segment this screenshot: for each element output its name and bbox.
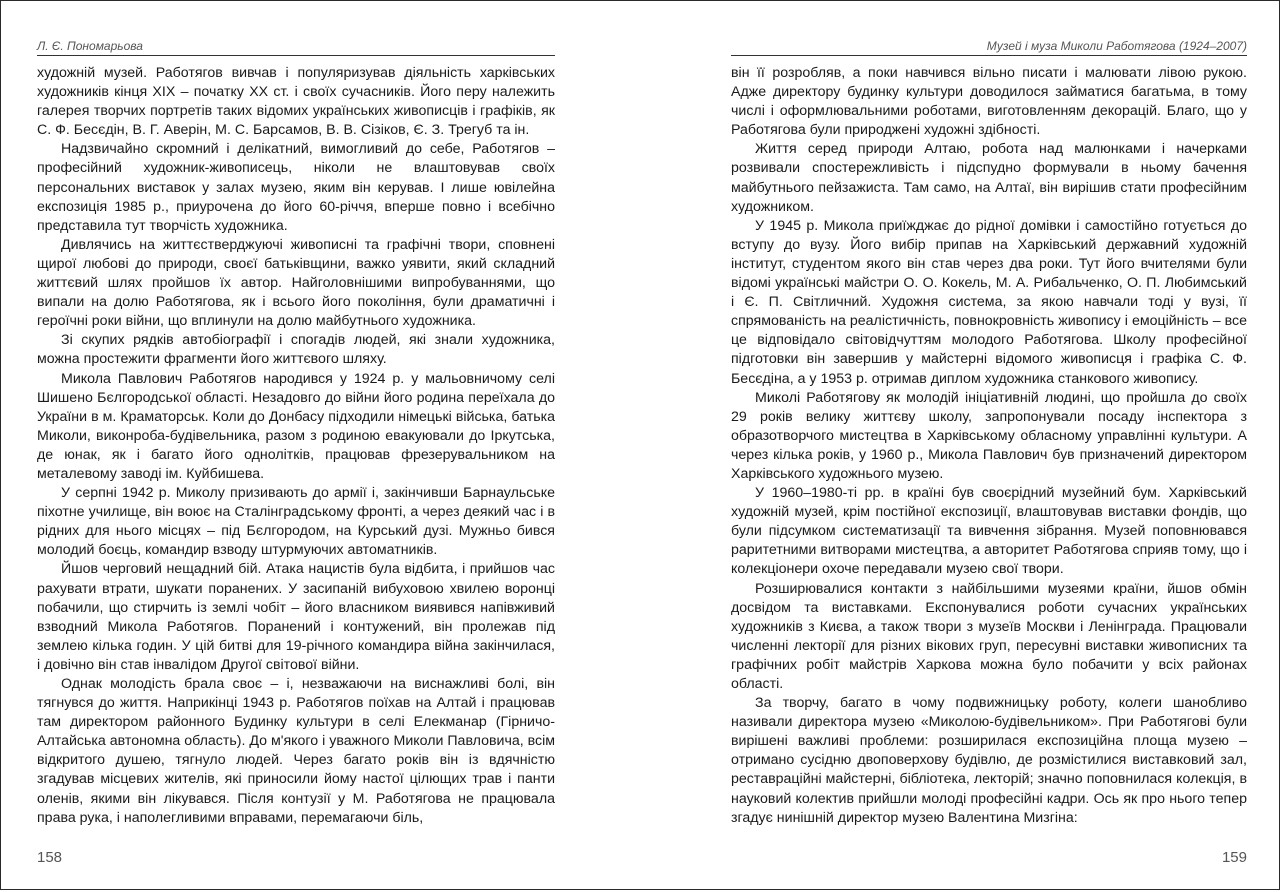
paragraph: Однак молодість брала своє – і, незважаючи на виснажливі болі, він тягнувся до життя. Наприкінці 1943 р. Работягов поїхав на Алтай і працював там директором районного Будинку культури в селі Елекманар (Гірничо-Алтайська автономна область). До м'якого і уважного Миколи Павловича, всім відкритого душею, тягнуло людей. Через багато років він із вдячністю згадував місцевих жителів, які приносили йому настої цілющих трав і панти оленів, якими він лікувався. Після контузії у М. Работягова не працювала права рука, і наполегливими вправами, перемагаючи біль, — [37, 676, 555, 826]
paragraph: За творчу, багато в чому подвижницьку роботу, колеги шанобливо називали директора музею «Миколою-будівельником». При Работягові були вирішені важливі проблеми: розширилася експозиційна площа музею – отримано сусідню двоповерхову будівлю, де розмістилися виставковий зал, реставраційні майстерні, бібліотека, лекторій; значно поповнилася колекція, в науковий колектив прийшли молоді професійні кадри. Ось як про нього тепер згадує нинішній директор музею Валентина Мизгіна: — [731, 695, 1247, 826]
paragraph: У серпні 1942 р. Миколу призивають до армії і, закінчивши Барнаульське піхотне училище, він воює на Сталінградському фронті, а через деякий час і в рідних для нього місцях – під Бєлгородом, на Курський дузі. Мужньо бився молодий боєць, командир взводу штурмуючих автоматників. — [37, 485, 555, 559]
paragraph: Миколі Работягову як молодій ініціативній людині, що пройшла до своїх 29 років велику життєву школу, запропонували посаду інспектора з образотворчого мистецтва в Харківському обласному управлінні культури. А через кілька років, у 1960 р., Микола Павлович був призначений директором Харківського художнього музею. — [731, 389, 1247, 482]
paragraph: Зі скупих рядків автобіографії і спогадів людей, які знали художника, можна простежити фрагменти його життєвого шляху. — [37, 332, 555, 368]
right-page — [731, 1, 1247, 891]
left-page — [37, 1, 555, 891]
left-page-body — [37, 64, 555, 828]
paragraph: Йшов черговий нещадний бій. Атака нацистів була відбита, і прийшов час рахувати втрати, шукати поранених. У засипаній вибуховою хвилею воронці побачили, що стирчить із землі чобіт – його власником виявився напівживий взводний Микола Работягов. Поранений і контужений, він пролежав під землею кілька годин. У цій битві для 19-річного командира війна закінчилася, і довічно він став інвалідом Другої світової війни. — [37, 561, 555, 673]
paragraph: Розширювалися контакти з найбільшими музеями країни, йшов обмін досвідом та виставками. Експонувалися роботи сучасних українських художників з Києва, а також твори з музеїв Москви і Ленінграда. Працювали численні лекторії для різних вікових груп, пересувні виставки живописних та графічних робіт майстрів Харкова можна було побачити у всіх районах області. — [731, 580, 1247, 692]
page-number-left: 158 — [37, 849, 63, 866]
paragraph: він її розробляв, а поки навчився вільно писати і малювати лівою рукою. Адже директору будинку культури доводилося займатися багатьма, в тому числі і оформлювальними роботами, виготовленням декорацій. Благо, що у Работягова були природжені художні здібності. — [731, 65, 1247, 139]
running-head-author: Л. Є. Пономарьова — [37, 39, 555, 56]
paragraph: У 1945 р. Микола приїжджає до рідної домівки і самостійно готується до вступу до вузу. Його вибір припав на Харківський державний художній інститут, студентом якого він став через два роки. Тут його вчителями були відомі українські майстри О. О. Кокель, М. А. Рибальченко, О. П. Любимський і Є. П. Світличний. Художня система, за якою навчали тоді у вузі, її спрямованість на реалістичність, повнокровність живопису і емоційність – все це відповідало світовідчуттям молодого Работягова. Школу професійної підготовки він завершив у майстерні відомого живописця і графіка С. Ф. Бесєдіна, а у 1953 р. отримав диплом художника станкового живопису. — [731, 217, 1247, 387]
page-number-right: 159 — [1221, 849, 1247, 866]
paragraph: Дивлячись на життєстверджуючі живописні та графічні твори, сповнені щирої любові до природи, своєї батьківщини, важко уявити, який складний життєвий шлях пройшов їх автор. Найголовнішими випробуваннями, що випали на долю Работягова, як і всього його покоління, були драматичні і героїчні роки війни, що вплинули на долю майбутнього художника. — [37, 236, 555, 330]
paragraph: У 1960–1980-ті рр. в країні був своєрідний музейний бум. Харківський художній музей, крім постійної експозиції, влаштовував виставки фондів, що були підсумком систематизації та вивчення зібрання. Музей поповнювався раритетними витворами мистецтва, а авторитет Работягова сприяв тому, що і колекціонери охоче передавали музею свої твори. — [731, 485, 1247, 578]
paragraph: художній музей. Работягов вивчав і популяризував діяльність харківських художників кінця XIX – початку XX ст. і своїх сучасників. Його перу належить галерея творчих портретів таких відомих українських живописців і графіків, як С. Ф. Бесєдін, В. Г. Аверін, М. С. Барсамов, В. В. Сізіков, Є. З. Трегуб та ін. — [37, 65, 555, 139]
paragraph: Життя серед природи Алтаю, робота над малюнками і начерками розвивали спостережливість і підспудно формували в ньому бачення майбутнього пейзажиста. Там само, на Алтаї, він вирішив стати професійним художником. — [731, 141, 1247, 215]
paragraph: Надзвичайно скромний і делікатний, вимогливий до себе, Работягов – професійний художник-живописець, ніколи не влаштовував своїх персональних виставок у залах музею, яким він керував. І лише ювілейна експозиція 1985 р., приурочена до його 60-річчя, вперше повно і всебічно представила тут творчість художника. — [37, 141, 555, 234]
running-head-title: Музей і муза Миколи Работягова (1924–2007) — [731, 39, 1247, 56]
right-page-body — [731, 64, 1247, 828]
paragraph: Микола Павлович Работягов народився у 1924 р. у мальовничому селі Шишено Бєлгородської області. Незадовго до війни його родина переїхала до України в м. Краматорськ. Коли до Донбасу підходили німецькі війська, батька Миколи, виконроба-будівельника, разом з родиною евакуювали до Іркутська, де юнак, як і багато його однолітків, працював фрезерувальником на металевому заводі ім. Куйбишева. — [37, 370, 555, 482]
